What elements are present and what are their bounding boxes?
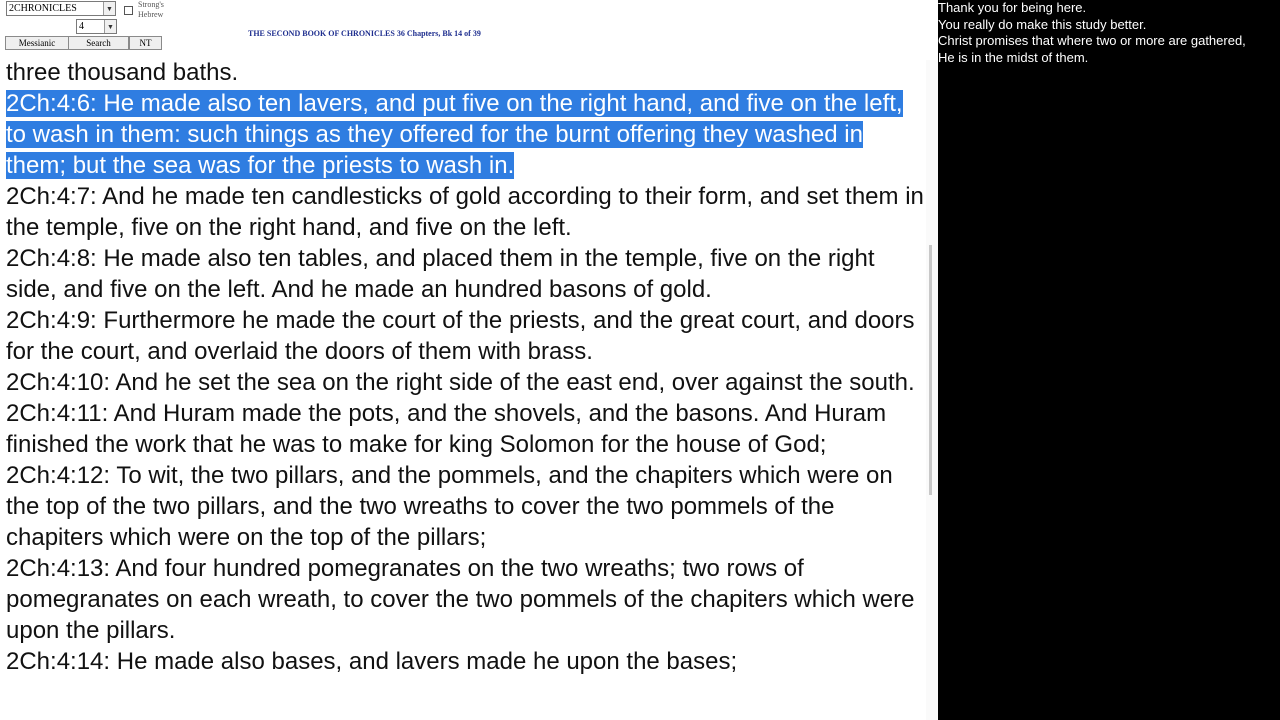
side-message-line: Christ promises that where two or more are gathered, bbox=[938, 33, 1246, 48]
verse-ref: 2Ch:4:6: bbox=[6, 90, 97, 117]
verse-2ch-4-8 bbox=[6, 243, 926, 305]
verse-content bbox=[6, 90, 903, 179]
verse-body: And four hundred pomegranates on the two wreaths; two rows of pomegranates on each wreath, to cover the two pommels of the chapiters which were upon the pillars. bbox=[6, 555, 915, 644]
verse-ref: 2Ch:4:10: bbox=[6, 369, 111, 396]
side-message-line: You really do make this study better. bbox=[938, 16, 1147, 32]
verse-2ch-4-10 bbox=[6, 367, 926, 398]
verse-ref: 2Ch:4:9: bbox=[6, 307, 97, 334]
verse-ref: 2Ch:4:12: bbox=[6, 462, 111, 489]
messianic-button[interactable]: Messianic bbox=[5, 36, 69, 50]
verse-body: And he made ten candlesticks of gold according to their form, and set them in the temple, five on the right hand, and five on the left. bbox=[6, 183, 924, 241]
scripture-text bbox=[6, 57, 926, 677]
verse-content bbox=[6, 369, 915, 396]
verse-ref: 2Ch:4:7: bbox=[6, 183, 97, 210]
verse-2ch-4-14 bbox=[6, 646, 926, 677]
chapter-select-value: 4 bbox=[79, 21, 84, 32]
verse-body: And he set the sea on the right side of the east end, over against the south. bbox=[110, 369, 915, 396]
search-button[interactable]: Search bbox=[68, 36, 129, 50]
verse-body: And Huram made the pots, and the shovels, and the basons. And Huram finished the work that he was to make for king Solomon for the house of God; bbox=[6, 400, 887, 458]
verse-body: To wit, the two pillars, and the pommels, and the chapiters which were on the top of the two pillars, and the two wreaths to cover the two pommels of the chapiters which were on the top of the pillars; bbox=[6, 462, 893, 551]
chevron-down-icon[interactable]: ▼ bbox=[103, 2, 115, 15]
verse-2ch-4-12 bbox=[6, 460, 926, 553]
controls-bar bbox=[0, 0, 938, 60]
verse-content bbox=[6, 555, 914, 644]
verse-body: He made also ten tables, and placed them in the temple, five on the right side, and five on the left. And he made an hundred basons of gold. bbox=[6, 245, 875, 303]
chevron-down-icon[interactable]: ▼ bbox=[104, 20, 116, 33]
book-heading: THE SECOND BOOK OF CHRONICLES 36 Chapters, Bk 14 of 39 bbox=[248, 29, 481, 38]
verse-content bbox=[6, 462, 893, 551]
verse-2ch-4-9 bbox=[6, 305, 926, 367]
side-message-line: He is in the midst of them. bbox=[938, 49, 1089, 65]
verse-body: Furthermore he made the court of the priests, and the great court, and doors for the court, and overlaid the doors of them with brass. bbox=[6, 307, 915, 365]
verse-2ch-4-11 bbox=[6, 398, 926, 460]
verse-content bbox=[6, 183, 924, 241]
side-message-line: Thank you for being here. bbox=[938, 0, 1087, 15]
scrollbar-thumb[interactable] bbox=[929, 245, 932, 495]
book-select[interactable] bbox=[6, 1, 116, 16]
verse-ref: 2Ch:4:14: bbox=[6, 648, 111, 675]
book-select-value: 2CHRONICLES bbox=[9, 3, 77, 14]
verse-body: He made also ten lavers, and put five on the right hand, and five on the left, to wash in them: such things as they offered for the burnt offering they washed in them; but the sea was for the priests to wash in. bbox=[6, 90, 903, 179]
verse-2ch-4-6 bbox=[6, 88, 926, 181]
leading-text: three thousand baths. bbox=[6, 59, 239, 86]
verse-content bbox=[6, 400, 886, 458]
verse-content bbox=[6, 245, 875, 303]
scrollbar-track[interactable] bbox=[926, 60, 938, 720]
verse-ref: 2Ch:4:13: bbox=[6, 555, 111, 582]
verse-2ch-4-13 bbox=[6, 553, 926, 646]
verse-list bbox=[6, 88, 926, 677]
verse-content bbox=[6, 307, 915, 365]
verse-2ch-4-7 bbox=[6, 181, 926, 243]
verse-ref: 2Ch:4:11: bbox=[6, 400, 109, 427]
verse-content bbox=[6, 648, 737, 675]
strongs-checkbox[interactable] bbox=[124, 6, 133, 15]
side-panel bbox=[938, 0, 1280, 720]
chapter-select[interactable] bbox=[76, 19, 117, 34]
side-message bbox=[938, 0, 1280, 66]
verse-body: He made also bases, and lavers made he upon the bases; bbox=[110, 648, 738, 675]
strongs-label: Strong's Hebrew bbox=[138, 0, 164, 19]
verse-ref: 2Ch:4:8: bbox=[6, 245, 97, 272]
nt-button[interactable]: NT bbox=[129, 36, 162, 50]
